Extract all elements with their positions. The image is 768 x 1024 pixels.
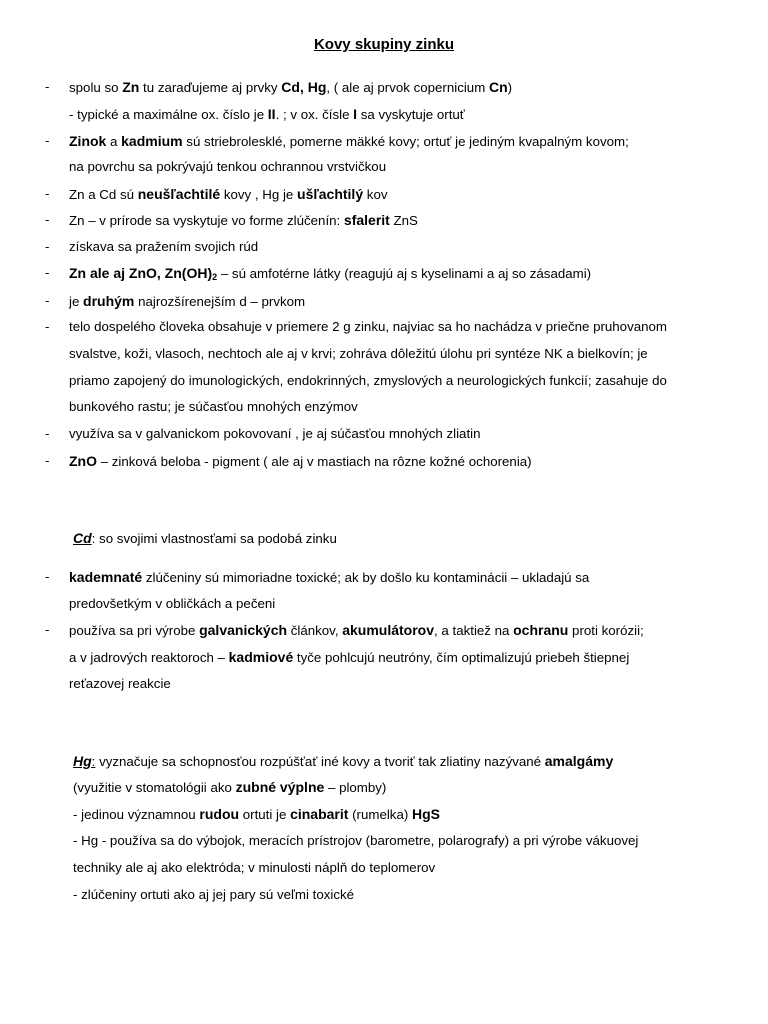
list-dash: - [45, 133, 50, 148]
text-run: tu zaraďujeme aj prvky [139, 80, 282, 95]
text-run: . ; v ox. čísle [275, 107, 354, 122]
list-dash: - [45, 265, 50, 280]
paragraph-line: techniky ale aj ako elektróda; v minulosti náplň do teplomerov [73, 860, 436, 875]
bold-run: galvanických [199, 622, 288, 638]
list-item: využíva sa v galvanickom pokovovaní , je aj súčasťou mnohých zliatin [69, 426, 481, 441]
list-item-continuation: bunkového rastu; je súčasťou mnohých enzýmov [69, 399, 358, 414]
paragraph-line [73, 805, 440, 823]
bold-run: rudou [199, 806, 240, 822]
bold-run: I [353, 106, 358, 122]
list-dash: - [45, 622, 50, 637]
bold-run: neušľachtilé [137, 186, 221, 202]
bold-run: druhým [83, 293, 135, 309]
paragraph-line [73, 778, 386, 796]
list-item [69, 78, 512, 96]
text-run: ortuti je [239, 807, 291, 822]
list-item-continuation: reťazovej reakcie [69, 676, 171, 691]
text-run: zlúčeniny sú mimoriadne toxické; ak by došlo ku kontaminácii – ukladajú sa [142, 570, 590, 585]
bold-run: Cd, Hg [281, 79, 327, 95]
list-item-continuation: svalstve, koži, vlasoch, nechtoch ale aj v krvi; zohráva dôležitú úlohu pri syntéze NK a bielkovín; je [69, 346, 648, 361]
text-run: sa vyskytuje ortuť [357, 107, 465, 122]
list-item [69, 105, 465, 123]
bold-run: ušľachtilý [297, 186, 364, 202]
bold-run: II [267, 106, 276, 122]
page-title: Kovy skupiny zinku [313, 36, 455, 53]
text-run: , a taktiež na [434, 623, 514, 638]
list-item [69, 185, 388, 203]
text-run: Zn – v prírode sa vyskytuje vo forme zlúčenín: [69, 213, 344, 228]
bold-run: Zn [122, 79, 140, 95]
bold-run: ochranu [513, 622, 569, 638]
list-dash: - [45, 569, 50, 584]
bold-run: Zinok [69, 133, 107, 149]
list-dash: - [45, 453, 50, 468]
list-item [69, 621, 644, 639]
text-run: – plomby) [324, 780, 387, 795]
text-run: , ( ale aj prvok copernicium [326, 80, 489, 95]
text-run: článkov, [287, 623, 343, 638]
bold-run: amalgámy [544, 753, 614, 769]
text-run: : [91, 754, 96, 769]
text-run: - typické a maximálne ox. číslo je [69, 107, 268, 122]
bold-run: Cn [488, 79, 508, 95]
list-item: telo dospelého človeka obsahuje v priemere 2 g zinku, najviac sa ho nachádza v priečne pruhovanom [69, 319, 667, 334]
bold-run: sfalerit [343, 212, 390, 228]
text-run: (využitie v stomatológii ako [73, 780, 236, 795]
paragraph-line: - zlúčeniny ortuti ako aj jej pary sú veľmi toxické [73, 887, 355, 902]
section-heading [73, 752, 613, 770]
list-dash: - [45, 293, 50, 308]
text-run: – sú amfotérne látky (reagujú aj s kyselinami a aj so zásadami) [217, 266, 592, 281]
section-heading [73, 529, 337, 547]
list-item [69, 568, 589, 586]
text-run: - jedinou významnou [73, 807, 200, 822]
text-run: najrozšírenejším d – prvkom [134, 294, 306, 309]
bold-run: Zn ale aj ZnO, Zn(OH) [69, 265, 213, 281]
bold-run: akumulátorov [342, 622, 435, 638]
list-item-continuation [69, 648, 629, 666]
text-run: sú striebrolesklé, pomerne mäkké kovy; ortuť je jediným kvapalným kovom; [182, 134, 629, 149]
list-dash: - [45, 212, 50, 227]
text-run: kov [363, 187, 388, 202]
text-run: je [69, 294, 84, 309]
bold-run: cinabarit [290, 806, 349, 822]
list-item [69, 452, 532, 470]
text-run: ZnS [389, 213, 418, 228]
text-run: tyče pohlcujú neutróny, čím optimalizujú priebeh štiepnej [293, 650, 630, 665]
subscript: 2 [212, 272, 218, 282]
list-item-continuation: priamo zapojený do imunologických, endokrinných, zmyslových a neurologických funkcií; zasahuje do [69, 373, 667, 388]
text-run: – zinková beloba - pigment ( ale aj v mastiach na rôzne kožné ochorenia) [97, 454, 532, 469]
bold-run: kademnaté [69, 569, 143, 585]
list-item [69, 264, 591, 282]
bold-run: ZnO [69, 453, 97, 469]
list-dash: - [45, 426, 50, 441]
text-run: vyznačuje sa schopnosťou rozpúšťať iné kovy a tvoriť tak zliatiny nazývané [95, 754, 545, 769]
list-item [69, 292, 305, 310]
bold-run: kadmiové [228, 649, 294, 665]
element-symbol: Cd [73, 530, 92, 546]
text-run: a v jadrových reaktoroch – [69, 650, 229, 665]
text-run: ) [507, 80, 513, 95]
text-run: spolu so [69, 80, 123, 95]
list-dash: - [45, 79, 50, 94]
list-item-continuation: predovšetkým v obličkách a pečeni [69, 596, 276, 611]
paragraph-line: - Hg - používa sa do výbojok, meracích prístrojov (barometre, polarografy) a pri výrobe vákuovej [73, 833, 639, 848]
text-run: : so svojimi vlastnosťami sa podobá zinku [91, 531, 337, 546]
list-dash: - [45, 319, 50, 334]
bold-run: zubné výplne [235, 779, 325, 795]
text-run: používa sa pri výrobe [69, 623, 200, 638]
text-run: proti korózii; [568, 623, 644, 638]
list-dash: - [45, 186, 50, 201]
list-dash: - [45, 239, 50, 254]
bold-run: kadmium [121, 133, 183, 149]
text-run: Zn a Cd sú [69, 187, 138, 202]
element-symbol: Hg [73, 753, 92, 769]
text-run: a [106, 134, 122, 149]
text-run: kovy , Hg je [220, 187, 298, 202]
list-item-continuation: na povrchu sa pokrývajú tenkou ochrannou vrstvičkou [69, 159, 387, 174]
text-run: (rumelka) [348, 807, 412, 822]
list-item: získava sa pražením svojich rúd [69, 239, 259, 254]
list-item [69, 211, 418, 229]
bold-run: HgS [411, 806, 440, 822]
list-item [69, 132, 629, 150]
